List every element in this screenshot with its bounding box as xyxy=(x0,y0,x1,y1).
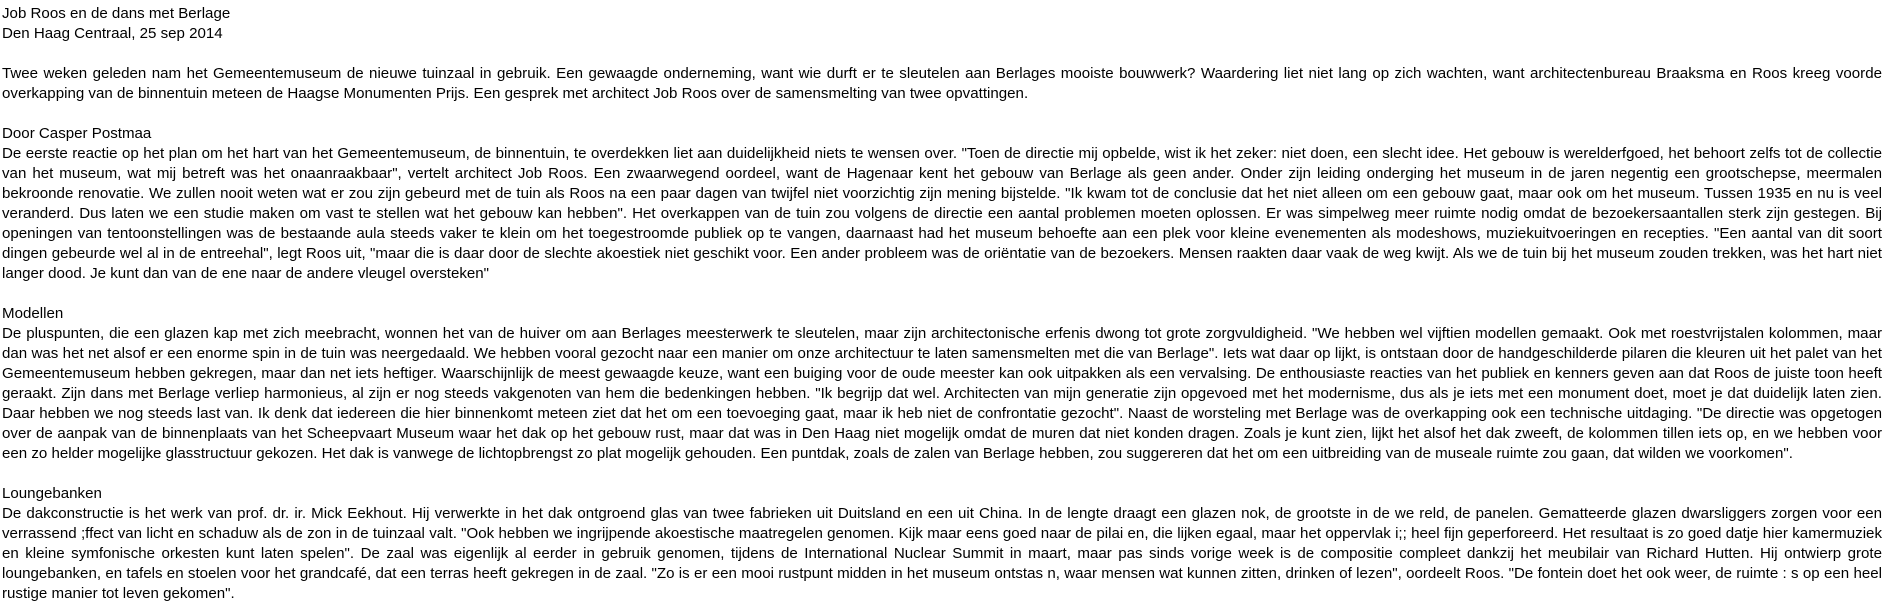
spacer xyxy=(2,284,1882,304)
section-2-body: De pluspunten, die een glazen kap met zich meebracht, wonnen het van de huiver om aan Berlages meesterwerk te sleutelen, maar zijn architectonische erfenis dwong tot grote zorgvuldigheid. "We hebben wel vijftien modellen gemaakt. Ook met roestvrijstalen kolommen, maar dan was het net alsof er een enorme spin in de tuin was neergedaald. We hebben vooral gezocht naar een manier om onze architectuur te laten samensmelten met die van Berlage". Iets wat daar op lijkt, is ontstaan door de handgeschilderde pilaren die kleuren uit het palet van het Gemeentemuseum hebben gekregen, maar dan net iets heftiger. Waarschijnlijk de meest gewaagde keuze, want een buiging voor de oude meester kan ook uitpakken als een vervalsing. De enthousiaste reacties van het publiek en kenners geven aan dat Roos de juiste toon heeft geraakt. Zijn dans met Berlage verliep harmonieus, al zijn er nog steeds vakgenoten van hem die bedenkingen hebben. "Ik begrijp dat wel. Architecten van mijn generatie zijn opgevoed met het modernisme, dus als je iets met een monument doet, moet je dat duidelijk laten zien. Daar hebben we nog steeds last van. Ik denk dat iedereen die hier binnenkomt meteen ziet dat het om een toevoeging gaat, maar ik heb niet de confrontatie gezocht". Naast de worsteling met Berlage was de overkapping ook een technische uitdaging. "De directie was opgetogen over de aanpak van de binnenplaats van het Scheepvaart Museum waar het dak op het gebouw rust, maar dat was in Den Haag niet mogelijk omdat de muren dat niet konden dragen. Zoals je kunt zien, lijkt het alsof het dak zweeft, de kolommen tillen iets op, en we hebben voor een zo helder mogelijke glasstructuur gekozen. Het dak is vanwege de lichtopbrengst zo plat mogelijk gehouden. Een puntdak, zoals de zalen van Berlage hebben, zou suggereren dat het om een uitbreiding van de museale ruimte zou gaan, dat wilden we voorkomen". xyxy=(2,325,1882,462)
spacer xyxy=(2,464,1882,484)
article-dateline: Den Haag Centraal, 25 sep 2014 xyxy=(2,25,223,42)
article-byline: Door Casper Postmaa xyxy=(2,125,152,142)
section-3-heading: Loungebanken xyxy=(2,485,102,502)
section-3-body: De dakconstructie is het werk van prof. dr. ir. Mick Eekhout. Hij verwerkte in het dak ontgroend glas van twee fabrieken uit Duitsland en een uit China. In de lengte draagt een glazen nok, de grootste in de we reld, de panelen. Gematteerde glazen dwarsliggers zorgen voor een verrassend ;ffect van licht en schaduw als de zon in de tuinzaal valt. "Ook hebben we ingrijpende akoestische maatregelen genomen. Kijk maar eens goed naar de pilai en, die lijken egaal, maar het oppervlak i;; heel fijn geperforeerd. Het resultaat is zo goed datje hier kamermuziek en kleine symfonische orkesten kunt laten spelen". De zaal was eigenlijk al eerder in gebruik genomen, tijdens de International Nuclear Summit in maart, maar pas sinds vorige week is de compositie compleet dankzij het meubilair van Richard Hutten. Hij ontwierp grote loungebanken, en tafels en stoelen voor het grandcafé, dat een terras heeft gekregen in de zaal. "Zo is er een mooi rustpunt midden in het museum ontstas n, waar mensen wat kunnen zitten, drinken of lezen", oordeelt Roos. "De fontein doet het ook weer, de ruimte : s op een heel rustige manier tot leven gekomen". xyxy=(2,505,1882,602)
spacer xyxy=(2,104,1882,124)
section-1-body: De eerste reactie op het plan om het hart van het Gemeentemuseum, de binnentuin, te overdekken liet aan duidelijkheid niets te wensen over. "Toen de directie mij opbelde, wist ik het zeker: niet doen, een slecht idee. Het gebouw is werelderfgoed, het behoort zelfs tot de collectie van het museum, wat mij betreft was het onaanraakbaar", vertelt architect Job Roos. Een zwaarwegend oordeel, want de Hagenaar kent het gebouw van Berlage als geen ander. Onder zijn leiding onderging het museum in de jaren negentig een grootschepse, meermalen bekroonde renovatie. We zullen nooit weten wat er zou zijn gebeurd met de tuin als Roos na een paar dagen van twijfel niet voorzichtig zijn mening bijstelde. "Ik kwam tot de conclusie dat het niet alleen om een gebouw gaat, maar ook om het museum. Tussen 1935 en nu is veel veranderd. Dus laten we een studie maken om vast te stellen wat het gebouw kan hebben". Het overkappen van de tuin zou volgens de directie een aantal problemen moeten oplossen. Er was simpelweg meer ruimte nodig omdat de bezoekersaantallen sterk zijn gestegen. Bij openingen van tentoonstellingen was de bestaande aula steeds vaker te klein om het toegestroomde publiek op te vangen, daarnaast had het museum behoefte aan een plek voor kleine evenementen als modeshows, muziekuitvoeringen en recepties. "Een aantal van dit soort dingen gebeurde wel al in de entreehal", legt Roos uit, "maar die is daar door de slechte akoestiek niet geschikt voor. Een ander probleem was de oriëntatie van de bezoekers. Mensen raakten daar vaak de weg kwijt. Als we de tuin bij het museum zouden trekken, was het hart niet langer dood. Je kunt dan van de ene naar de andere vleugel oversteken" xyxy=(2,145,1882,282)
article-intro: Twee weken geleden nam het Gemeentemuseum de nieuwe tuinzaal in gebruik. Een gewaagde onderneming, want wie durft er te sleutelen aan Berlages mooiste bouwwerk? Waardering liet niet lang op zich wachten, want architectenbureau Braaksma en Roos kreeg voorde overkapping van de binnentuin meteen de Haagse Monumenten Prijs. Een gesprek met architect Job Roos over de samensmelting van twee opvattingen. xyxy=(2,65,1882,102)
article-title: Job Roos en de dans met Berlage xyxy=(2,5,231,22)
spacer xyxy=(2,44,1882,64)
section-2-heading: Modellen xyxy=(2,305,64,322)
